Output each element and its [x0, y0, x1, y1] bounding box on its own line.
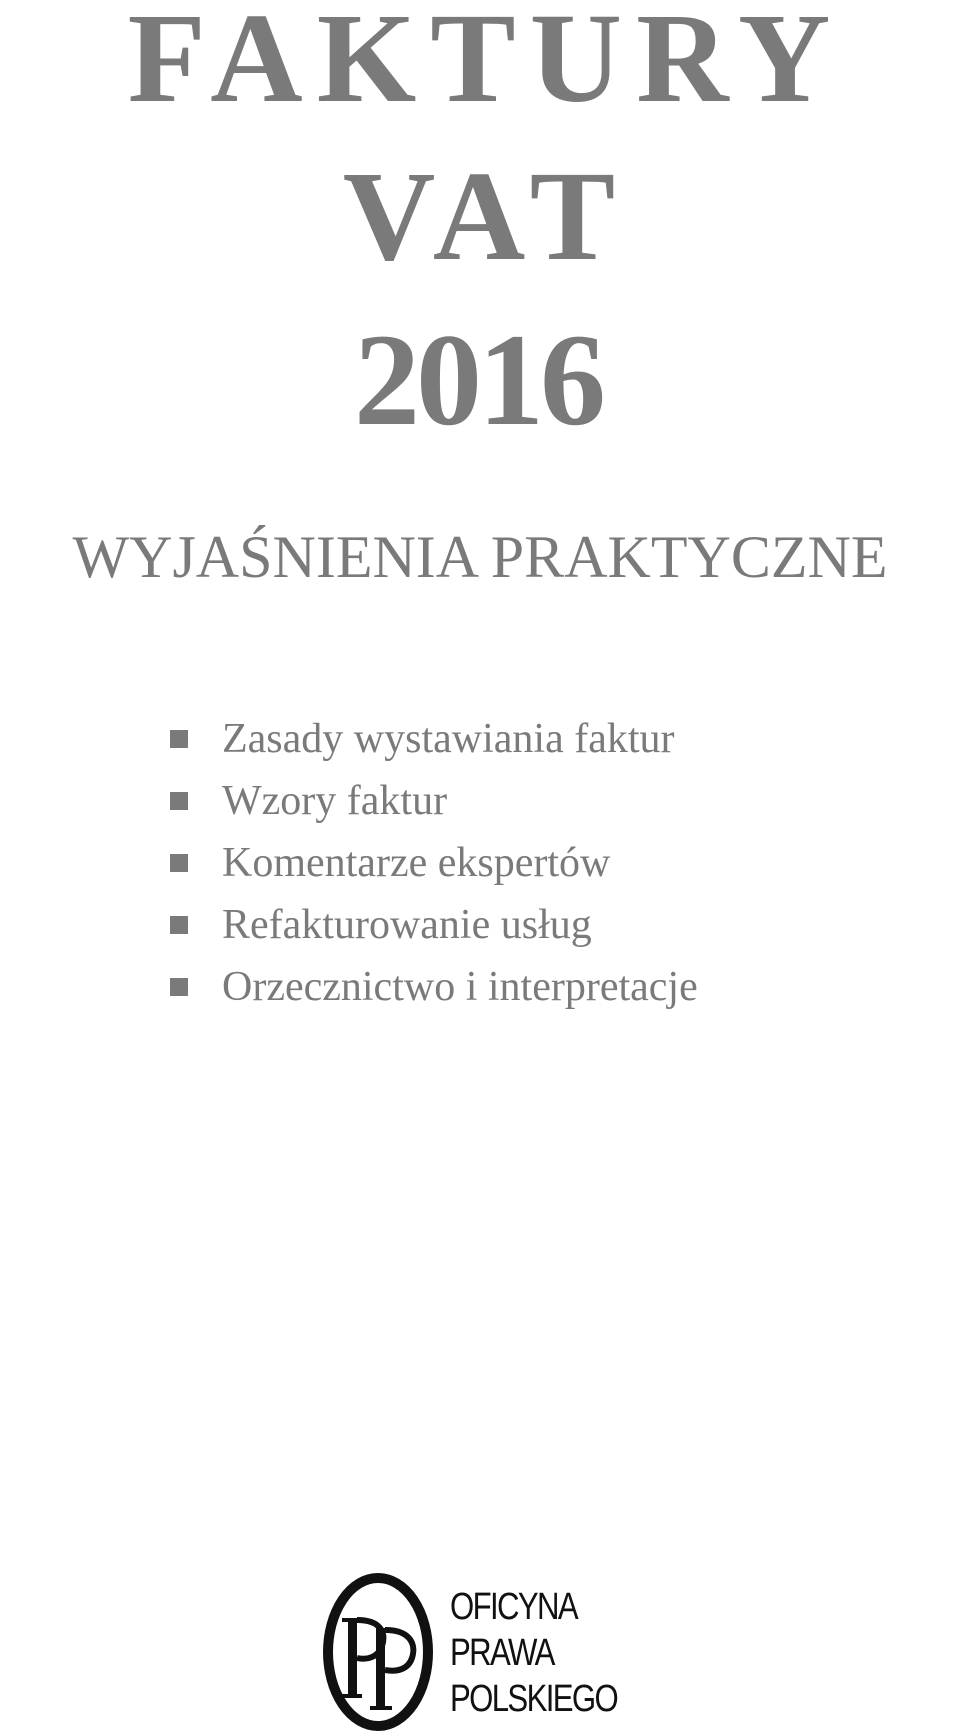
publisher-name-line: POLSKIEGO [450, 1678, 618, 1720]
publisher-name [450, 1584, 617, 1722]
feature-text: Zasady wystawiania faktur [222, 716, 675, 762]
feature-item [170, 708, 698, 770]
square-bullet-icon [170, 792, 188, 810]
feature-item [170, 832, 698, 894]
square-bullet-icon [170, 854, 188, 872]
feature-item [170, 770, 698, 832]
square-bullet-icon [170, 730, 188, 748]
publisher-name-line: PRAWA [450, 1632, 554, 1674]
title-line-year: 2016 [354, 306, 602, 453]
square-bullet-icon [170, 916, 188, 934]
publisher-name-line: OFICYNA [450, 1586, 578, 1628]
feature-list [170, 708, 698, 1018]
title-line-faktury: FAKTURY [127, 0, 845, 129]
subtitle: WYJAŚNIENIA PRAKTYCZNE [72, 524, 888, 590]
title-line-vat: VAT [342, 145, 630, 287]
feature-text: Komentarze ekspertów [222, 840, 611, 886]
feature-text: Wzory faktur [222, 778, 448, 824]
feature-item [170, 894, 698, 956]
feature-text: Orzecznictwo i interpretacje [222, 964, 698, 1010]
feature-item [170, 956, 698, 1018]
publisher-logo [320, 1572, 640, 1732]
square-bullet-icon [170, 978, 188, 996]
op-monogram-icon [320, 1572, 440, 1732]
feature-text: Refakturowanie usług [222, 902, 592, 948]
